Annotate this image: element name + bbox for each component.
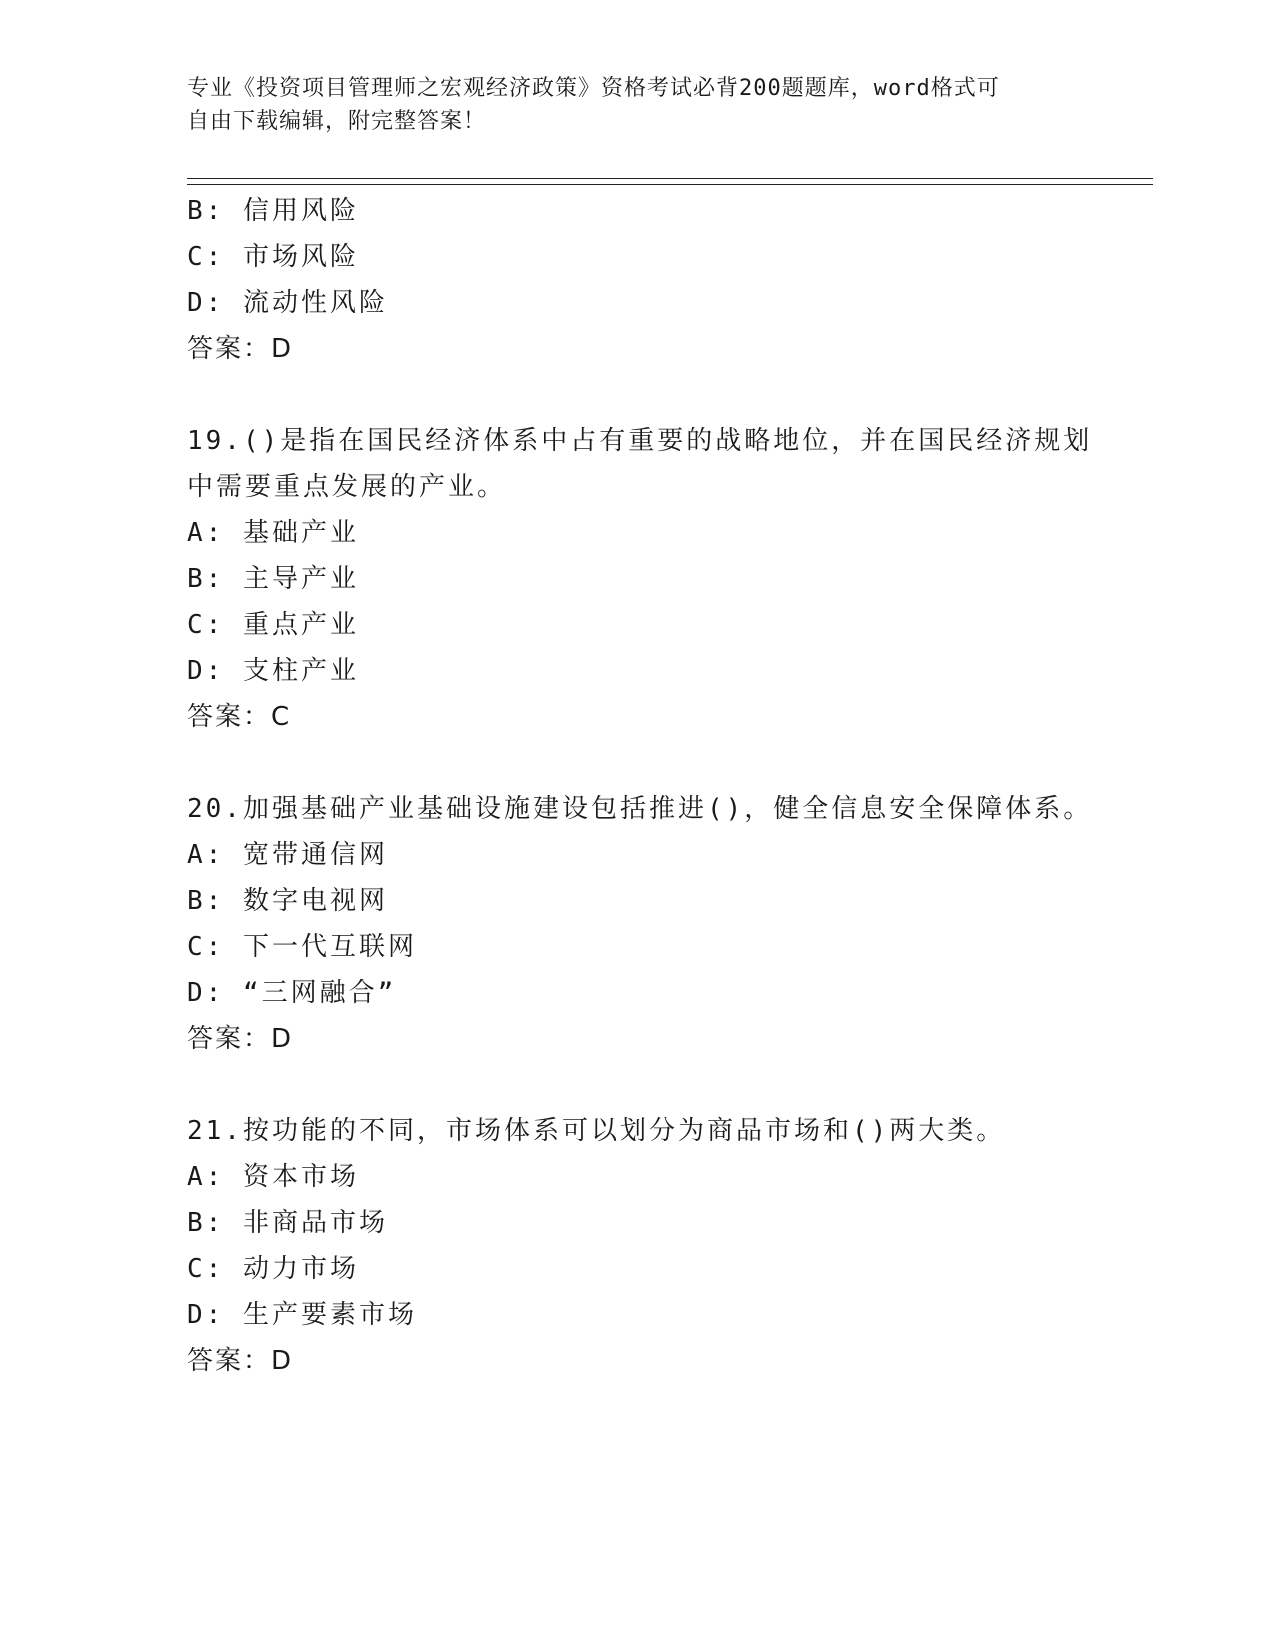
question-stem-line-1: 20.加强基础产业基础设施建设包括推进()，健全信息安全保障体系。 xyxy=(187,794,1093,824)
header-title-line-1: 专业《投资项目管理师之宏观经济政策》资格考试必背200题题库，word格式可 xyxy=(187,76,1000,101)
question-19 xyxy=(187,418,1093,740)
question-21 xyxy=(187,1108,1087,1384)
option-c: C: 市场风险 xyxy=(187,242,359,272)
question-stem-line-1: 21.按功能的不同，市场体系可以划分为商品市场和()两大类。 xyxy=(187,1116,1006,1146)
answer-line: 答案：D xyxy=(187,1024,294,1054)
header-divider-top xyxy=(187,178,1153,179)
question-stem-line-2: 中需要重点发展的产业。 xyxy=(187,472,507,502)
question-stem-line-1: 19.()是指在国民经济体系中占有重要的战略地位，并在国民经济规划 xyxy=(187,426,1093,456)
option-d: D: 支柱产业 xyxy=(187,656,359,686)
option-d: D: “三网融合” xyxy=(187,978,397,1008)
option-a: A: 资本市场 xyxy=(187,1162,359,1192)
option-b: B: 数字电视网 xyxy=(187,886,388,916)
option-c: C: 动力市场 xyxy=(187,1254,359,1284)
question-list xyxy=(187,188,1093,1384)
question-18-tail xyxy=(187,188,1087,372)
question-spacer xyxy=(187,740,1087,786)
question-20 xyxy=(187,786,1093,1062)
option-c: C: 重点产业 xyxy=(187,610,359,640)
option-a: A: 宽带通信网 xyxy=(187,840,388,870)
answer-line: 答案：C xyxy=(187,702,292,732)
question-spacer xyxy=(187,372,1087,418)
question-spacer xyxy=(187,1062,1087,1108)
option-b: B: 信用风险 xyxy=(187,196,359,226)
document-header xyxy=(187,72,1067,138)
answer-line: 答案：D xyxy=(187,1346,294,1376)
header-divider-bottom xyxy=(187,184,1153,185)
option-b: B: 非商品市场 xyxy=(187,1208,388,1238)
option-d: D: 流动性风险 xyxy=(187,288,388,318)
header-title-line-2: 自由下载编辑，附完整答案！ xyxy=(187,109,487,134)
option-a: A: 基础产业 xyxy=(187,518,359,548)
option-b: B: 主导产业 xyxy=(187,564,359,594)
answer-line: 答案：D xyxy=(187,334,294,364)
option-c: C: 下一代互联网 xyxy=(187,932,417,962)
option-d: D: 生产要素市场 xyxy=(187,1300,417,1330)
